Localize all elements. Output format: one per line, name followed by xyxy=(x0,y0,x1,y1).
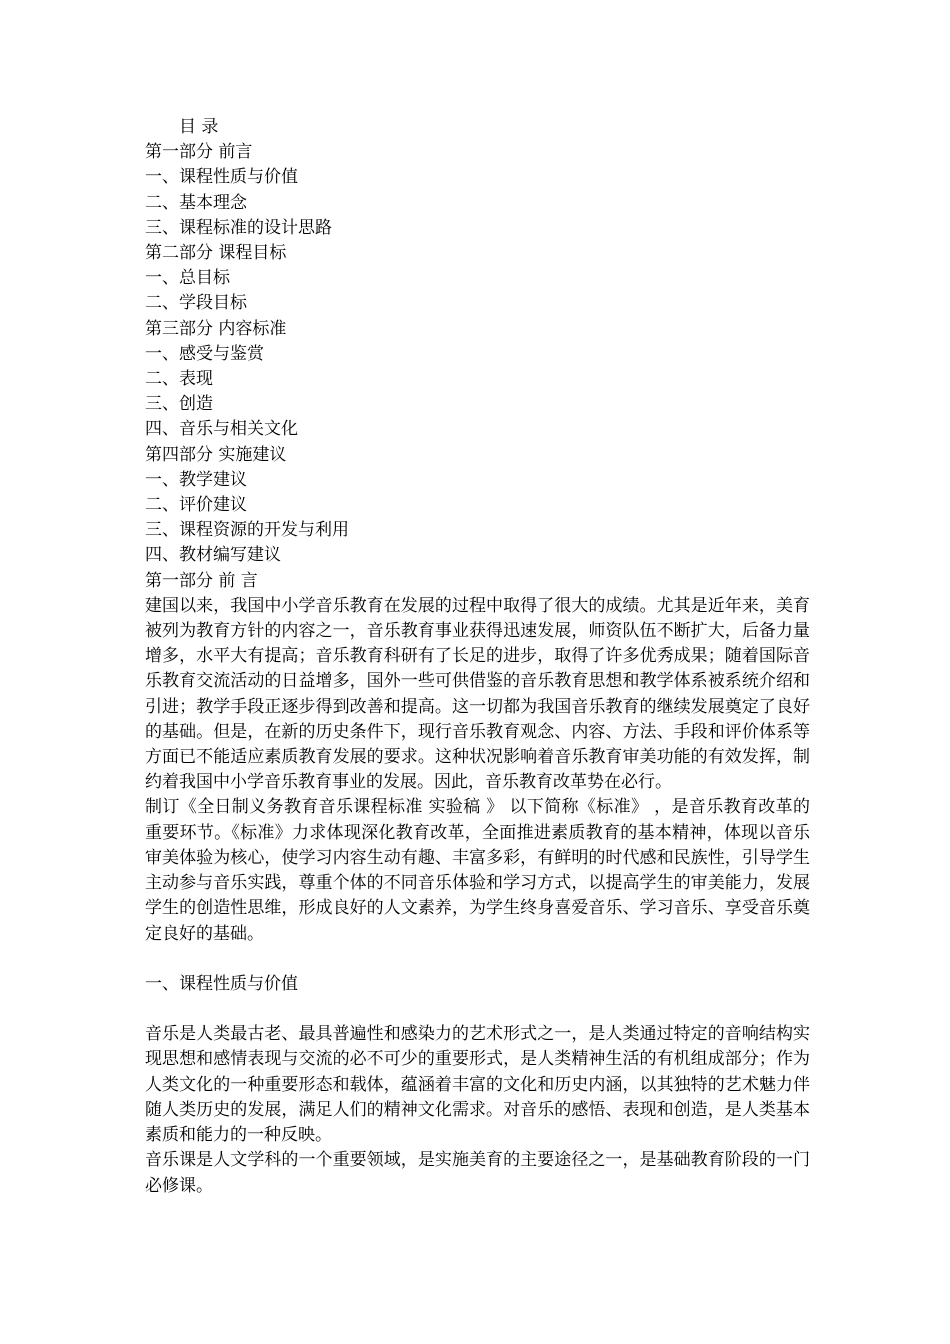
toc-item: 三、课程标准的设计思路 xyxy=(145,217,332,238)
toc-title: 目 录 xyxy=(179,117,219,137)
toc-item: 第一部分 前言 xyxy=(145,142,253,163)
toc-item: 二、基本理念 xyxy=(145,192,247,213)
blank-line xyxy=(145,997,810,1022)
section1-heading: 一、课程性质与价值 xyxy=(145,973,298,994)
toc-item: 二、评价建议 xyxy=(145,495,247,516)
toc-item: 一、感受与鉴赏 xyxy=(145,343,264,364)
blank-line xyxy=(145,947,810,972)
toc-item: 三、课程资源的开发与利用 xyxy=(145,520,349,541)
toc-item: 四、音乐与相关文化 xyxy=(145,419,298,440)
toc-item: 三、创造 xyxy=(145,394,213,415)
document-page xyxy=(145,115,810,1199)
toc-item: 一、课程性质与价值 xyxy=(145,167,298,188)
body-paragraph: 建国以来，我国中小学音乐教育在发展的过程中取得了很大的成绩。尤其是近年来，美育被列为教育方针的内容之一，音乐教育事业获得迅速发展，师资队伍不断扩大，后备力量增多，水平大有提高；音乐教育科研有了长足的进步，取得了许多优秀成果；随着国际音乐教育交流活动的日益增多，国外一些可供借鉴的音乐教育思想和教学体系被系统介绍和引进；教学手段正逐步得到改善和提高。这一切都为我国音乐教育的继续发展奠定了良好的基础。但是，在新的历史条件下，现行音乐教育观念、内容、方法、手段和评价体系等方面已不能适应素质教育发展的要求。这种状况影响着音乐教育审美功能的有效发挥，制约着我国中小学音乐教育事业的发展。因此，音乐教育改革势在必行。 xyxy=(145,595,810,793)
toc-item: 四、教材编写建议 xyxy=(145,545,281,566)
toc-item: 一、教学建议 xyxy=(145,469,247,490)
body-paragraph: 音乐是人类最古老、最具普遍性和感染力的艺术形式之一，是人类通过特定的音响结构实现思想和感情表现与交流的必不可少的重要形式，是人类精神生活的有机组成部分；作为人类文化的一种重要形态和载体，蕴涵着丰富的文化和历史内涵，以其独特的艺术魅力伴随人类历史的发展，满足人们的精神文化需求。对音乐的感悟、表现和创造，是人类基本素质和能力的一种反映。 xyxy=(145,1024,810,1146)
toc-item: 二、学段目标 xyxy=(145,293,247,314)
toc-item: 第二部分 课程目标 xyxy=(145,243,287,264)
body-paragraph: 音乐课是人文学科的一个重要领域，是实施美育的主要途径之一，是基础教育阶段的一门必修课。 xyxy=(145,1150,810,1196)
toc-item: 第三部分 内容标准 xyxy=(145,318,287,339)
toc-item: 第四部分 实施建议 xyxy=(145,444,287,465)
toc-item: 二、表现 xyxy=(145,369,213,390)
part1-heading: 第一部分 前 言 xyxy=(145,570,258,591)
toc-list xyxy=(145,140,810,568)
body-paragraph: 制订《全日制义务教育音乐课程标准 实验稿 》 以下简称《标准》 ，是音乐教育改革的重要环节。《标准》力求体现深化教育改革，全面推进素质教育的基本精神，体现以音乐审美体验为核心，使学习内容生动有趣、丰富多彩，有鲜明的时代感和民族性，引导学生主动参与音乐实践，尊重个体的不同音乐体验和学习方式，以提高学生的审美能力，发展学生的创造性思维，形成良好的人文素养，为学生终身喜爱音乐、学习音乐、享受音乐奠定良好的基础。 xyxy=(145,797,810,944)
toc-item: 一、总目标 xyxy=(145,268,230,289)
